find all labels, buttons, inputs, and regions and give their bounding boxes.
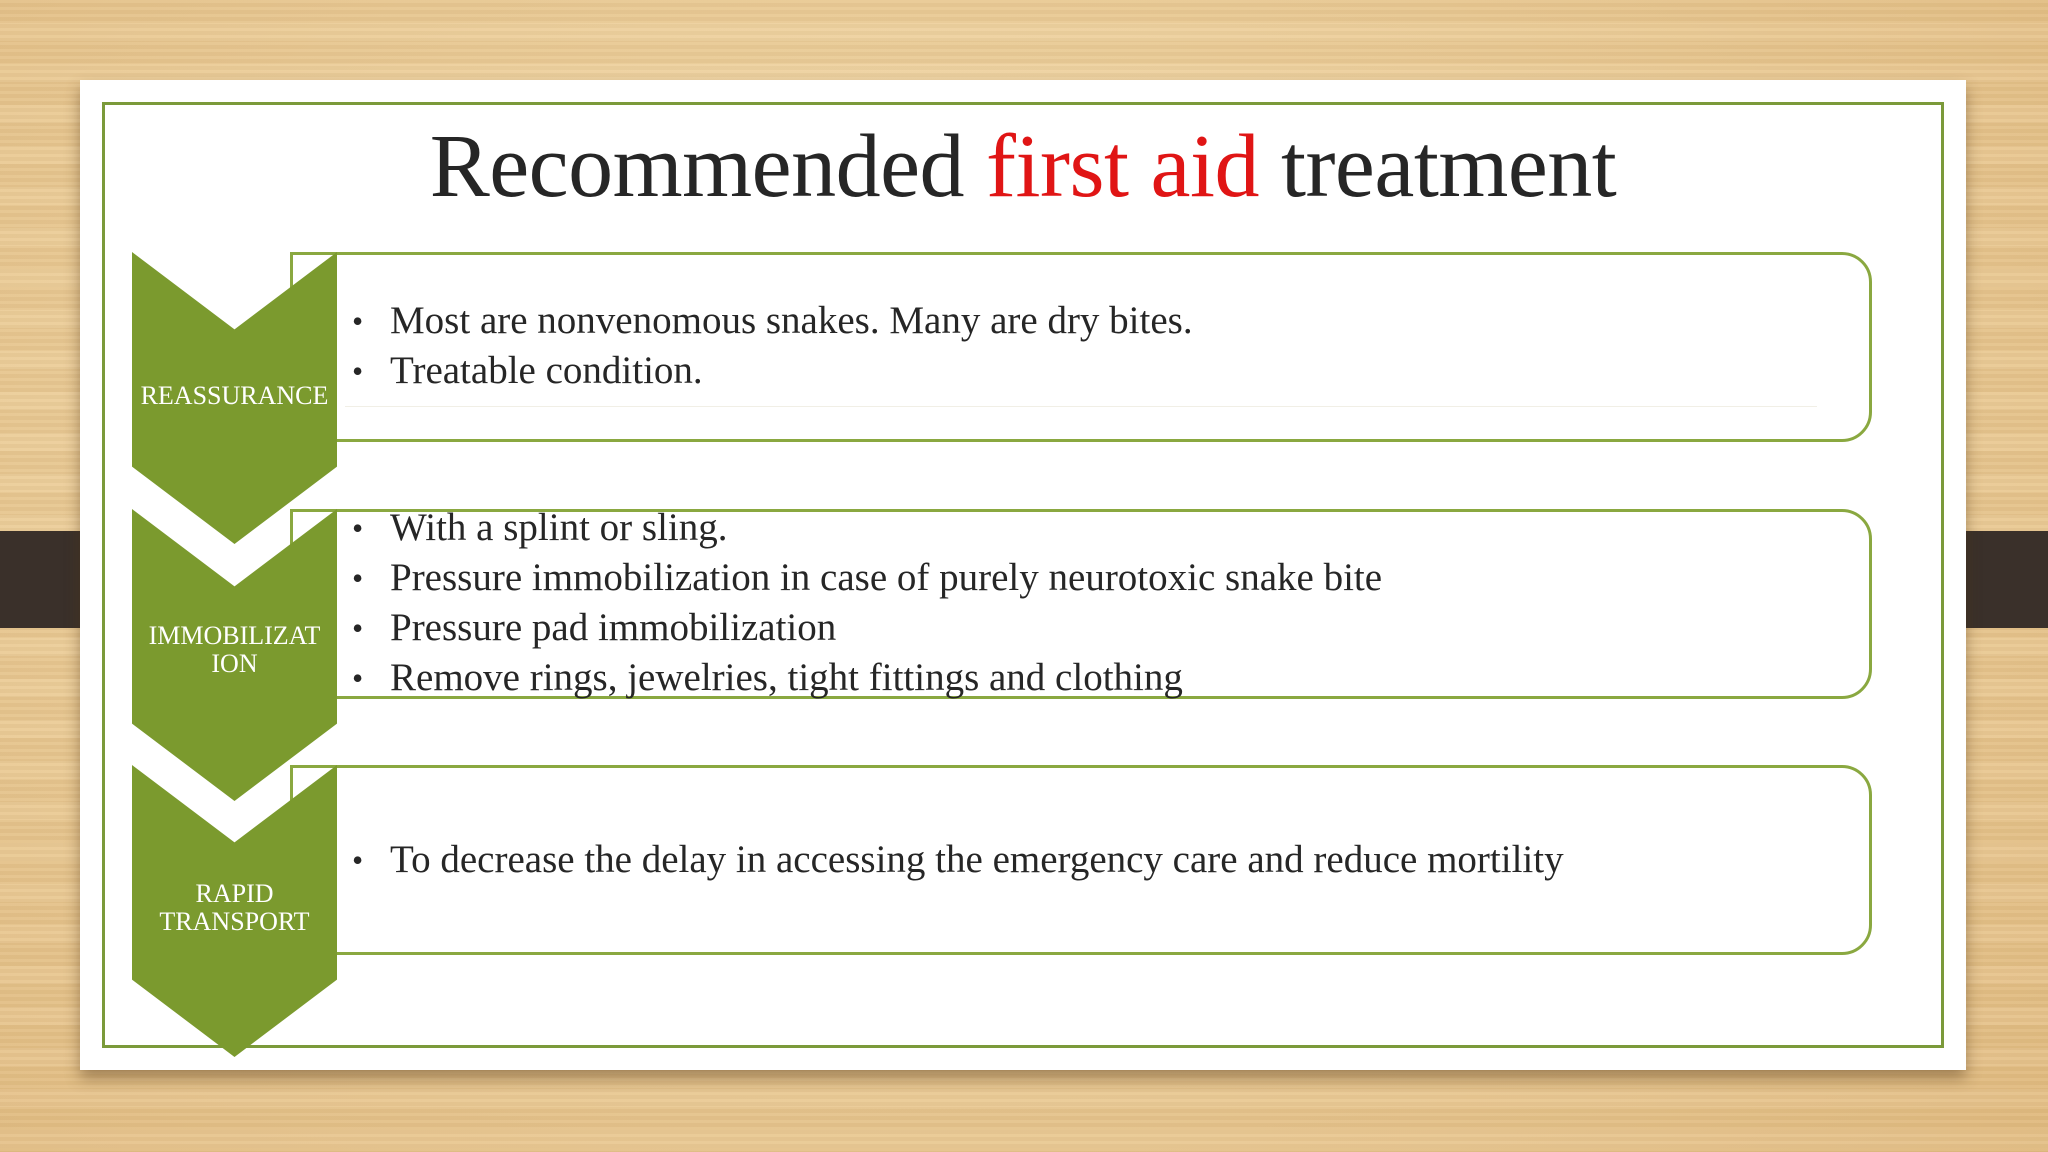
list-item: • Most are nonvenomous snakes. Many are dry bites. <box>352 296 1193 346</box>
chevron-label-line: ION <box>211 649 258 678</box>
list-item: • Pressure pad immobilization <box>352 603 1382 653</box>
chevron-label-line: REASSURANCE <box>140 381 329 410</box>
list-item: • Remove rings, jewelries, tight fittings and clothing <box>352 653 1382 703</box>
chevron-label-reassurance <box>132 382 337 410</box>
list-item: • Treatable condition. <box>352 346 1193 396</box>
title-accent: first aid <box>986 117 1259 216</box>
slide-title <box>80 117 1966 216</box>
chevron-label-line: TRANSPORT <box>159 907 310 936</box>
list-item: • Pressure immobilization in case of purely neurotoxic snake bite <box>352 553 1382 603</box>
bullet-list-immobilization <box>352 503 1382 703</box>
chevron-label-line: RAPID <box>195 879 274 908</box>
chevron-label-rapid-transport <box>132 880 337 936</box>
chevron-label-line: IMMOBILIZAT <box>148 621 321 650</box>
chevron-label-immobilization <box>132 622 337 678</box>
list-item: • To decrease the delay in accessing the emergency care and reduce mortility <box>352 835 1564 885</box>
divider-line <box>345 406 1817 407</box>
slide <box>80 80 1966 1070</box>
list-item: • With a splint or sling. <box>352 503 1382 553</box>
title-part1: Recommended <box>429 117 965 216</box>
title-part2: treatment <box>1280 117 1617 216</box>
bullet-list-reassurance <box>352 296 1193 396</box>
bullet-list-rapid-transport <box>352 835 1564 885</box>
